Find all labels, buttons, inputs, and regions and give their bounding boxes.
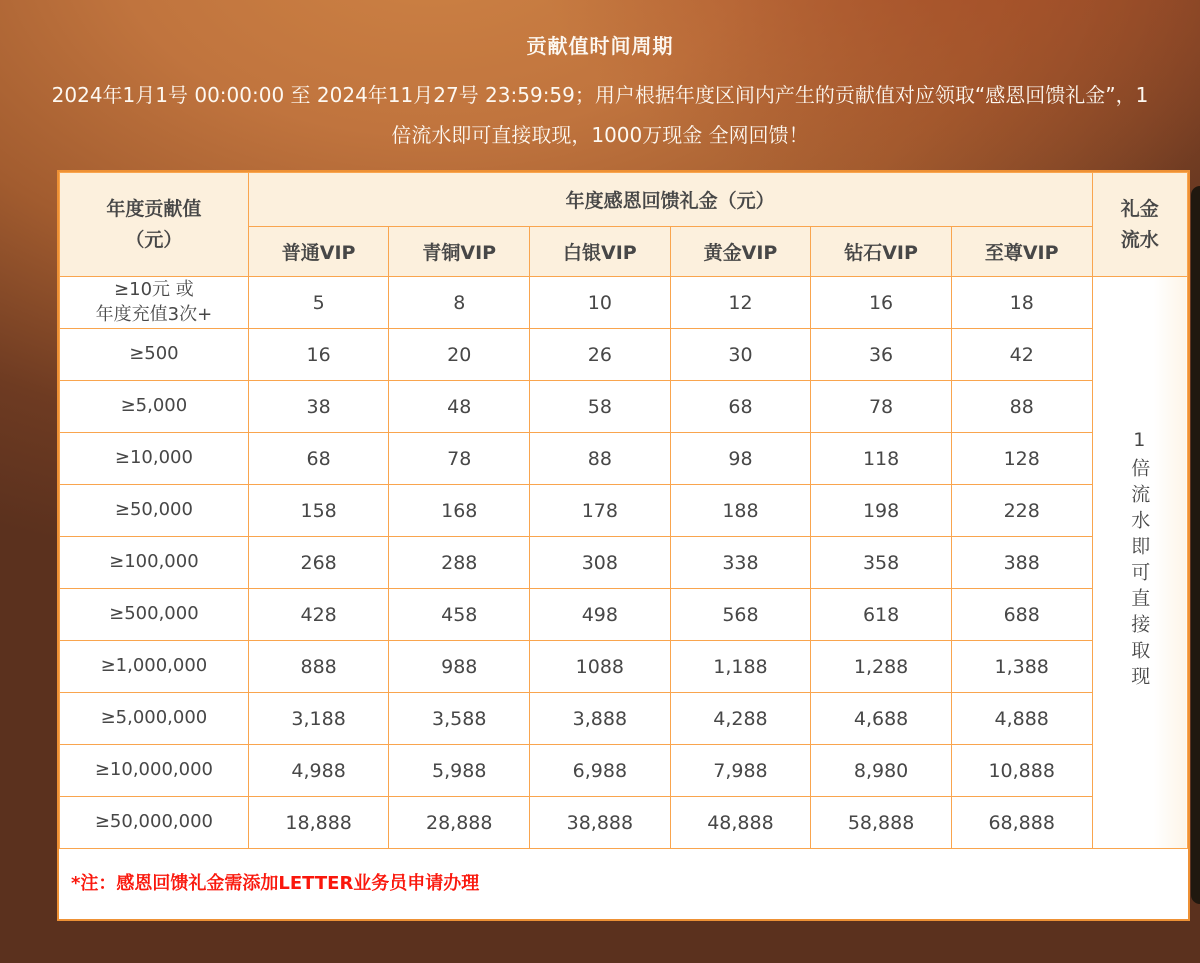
tier-cell: ≥100,000	[60, 537, 249, 589]
vip-column-header: 黄金VIP	[670, 227, 811, 277]
value-cell: 58,888	[811, 797, 952, 849]
table-row	[60, 589, 1188, 641]
value-cell: 78	[389, 433, 530, 485]
value-cell: 888	[248, 641, 389, 693]
value-cell: 98	[670, 433, 811, 485]
value-cell: 458	[389, 589, 530, 641]
table-row	[60, 277, 1188, 329]
tier-cell: ≥10,000	[60, 433, 249, 485]
value-cell: 18	[951, 277, 1092, 329]
value-cell: 1088	[530, 641, 671, 693]
group-header-row	[60, 173, 1188, 227]
flow-column-header-line2: 流水	[1120, 228, 1159, 251]
rewards-table	[59, 172, 1188, 849]
right-edge-panel	[1191, 186, 1200, 904]
value-cell: 188	[670, 485, 811, 537]
value-cell: 36	[811, 329, 952, 381]
value-cell: 4,288	[670, 693, 811, 745]
vip-column-header: 白银VIP	[530, 227, 671, 277]
value-cell: 158	[248, 485, 389, 537]
vip-column-header: 钻石VIP	[811, 227, 952, 277]
value-cell: 7,988	[670, 745, 811, 797]
tier-cell: ≥5,000,000	[60, 693, 249, 745]
value-cell: 58	[530, 381, 671, 433]
value-cell: 1,188	[670, 641, 811, 693]
value-cell: 20	[389, 329, 530, 381]
value-cell: 88	[530, 433, 671, 485]
table-row	[60, 641, 1188, 693]
value-cell: 428	[248, 589, 389, 641]
value-cell: 30	[670, 329, 811, 381]
tier-cell: ≥10元 或 年度充值3次+	[60, 277, 249, 329]
value-cell: 3,588	[389, 693, 530, 745]
value-cell: 198	[811, 485, 952, 537]
value-cell: 4,988	[248, 745, 389, 797]
tier-cell: ≥1,000,000	[60, 641, 249, 693]
value-cell: 16	[248, 329, 389, 381]
table-row	[60, 433, 1188, 485]
page-title: 贡献值时间周期	[526, 34, 674, 58]
value-cell: 228	[951, 485, 1092, 537]
value-cell: 16	[811, 277, 952, 329]
value-cell: 388	[951, 537, 1092, 589]
rewards-panel	[57, 170, 1190, 921]
value-cell: 128	[951, 433, 1092, 485]
value-cell: 268	[248, 537, 389, 589]
value-cell: 28,888	[389, 797, 530, 849]
footnote: *注：感恩回馈礼金需添加LETTER业务员申请办理	[71, 873, 480, 894]
value-cell: 8	[389, 277, 530, 329]
table-row	[60, 693, 1188, 745]
table-row	[60, 329, 1188, 381]
value-cell: 88	[951, 381, 1092, 433]
value-cell: 118	[811, 433, 952, 485]
value-cell: 1,288	[811, 641, 952, 693]
tier-column-header	[60, 173, 249, 277]
value-cell: 5,988	[389, 745, 530, 797]
vip-column-header: 至尊VIP	[951, 227, 1092, 277]
value-cell: 78	[811, 381, 952, 433]
value-cell: 38	[248, 381, 389, 433]
flow-column-header	[1092, 173, 1187, 277]
tier-cell: ≥10,000,000	[60, 745, 249, 797]
value-cell: 988	[389, 641, 530, 693]
table-row	[60, 745, 1188, 797]
value-cell: 3,188	[248, 693, 389, 745]
tier-cell: ≥50,000	[60, 485, 249, 537]
value-cell: 8,980	[811, 745, 952, 797]
value-cell: 688	[951, 589, 1092, 641]
value-cell: 308	[530, 537, 671, 589]
value-cell: 4,888	[951, 693, 1092, 745]
value-cell: 10,888	[951, 745, 1092, 797]
tier-cell: ≥50,000,000	[60, 797, 249, 849]
value-cell: 10	[530, 277, 671, 329]
tier-cell: ≥5,000	[60, 381, 249, 433]
value-cell: 38,888	[530, 797, 671, 849]
table-row	[60, 381, 1188, 433]
vip-column-header: 青铜VIP	[389, 227, 530, 277]
value-cell: 12	[670, 277, 811, 329]
value-cell: 568	[670, 589, 811, 641]
value-cell: 68,888	[951, 797, 1092, 849]
value-cell: 168	[389, 485, 530, 537]
hero-section	[0, 0, 1200, 155]
value-cell: 3,888	[530, 693, 671, 745]
value-cell: 42	[951, 329, 1092, 381]
table-row	[60, 537, 1188, 589]
value-cell: 178	[530, 485, 671, 537]
tier-column-header-line2: （元）	[125, 228, 183, 251]
value-cell: 4,688	[811, 693, 952, 745]
value-cell: 1,388	[951, 641, 1092, 693]
value-cell: 498	[530, 589, 671, 641]
value-cell: 6,988	[530, 745, 671, 797]
flow-column-vertical-text: 1倍流水即可直接取现	[1128, 428, 1151, 692]
flow-column-cell	[1092, 277, 1187, 849]
value-cell: 68	[248, 433, 389, 485]
value-cell: 618	[811, 589, 952, 641]
value-cell: 338	[670, 537, 811, 589]
vip-column-header: 普通VIP	[248, 227, 389, 277]
value-cell: 18,888	[248, 797, 389, 849]
tier-column-header-line1: 年度贡献值	[106, 198, 202, 221]
table-row	[60, 485, 1188, 537]
flow-column-header-line1: 礼金	[1120, 198, 1159, 221]
value-cell: 358	[811, 537, 952, 589]
group-header: 年度感恩回馈礼金（元）	[248, 173, 1092, 227]
tier-cell: ≥500,000	[60, 589, 249, 641]
value-cell: 26	[530, 329, 671, 381]
table-row	[60, 797, 1188, 849]
value-cell: 288	[389, 537, 530, 589]
value-cell: 68	[670, 381, 811, 433]
hero-description: 2024年1月1号 00:00:00 至 2024年11月27号 23:59:59；用户根据年度区间内产生的贡献值对应领取“感恩回馈礼金”，1倍流水即可直接取现，1000万现金 全网回馈！	[51, 83, 1149, 147]
value-cell: 48,888	[670, 797, 811, 849]
value-cell: 5	[248, 277, 389, 329]
tier-cell: ≥500	[60, 329, 249, 381]
value-cell: 48	[389, 381, 530, 433]
